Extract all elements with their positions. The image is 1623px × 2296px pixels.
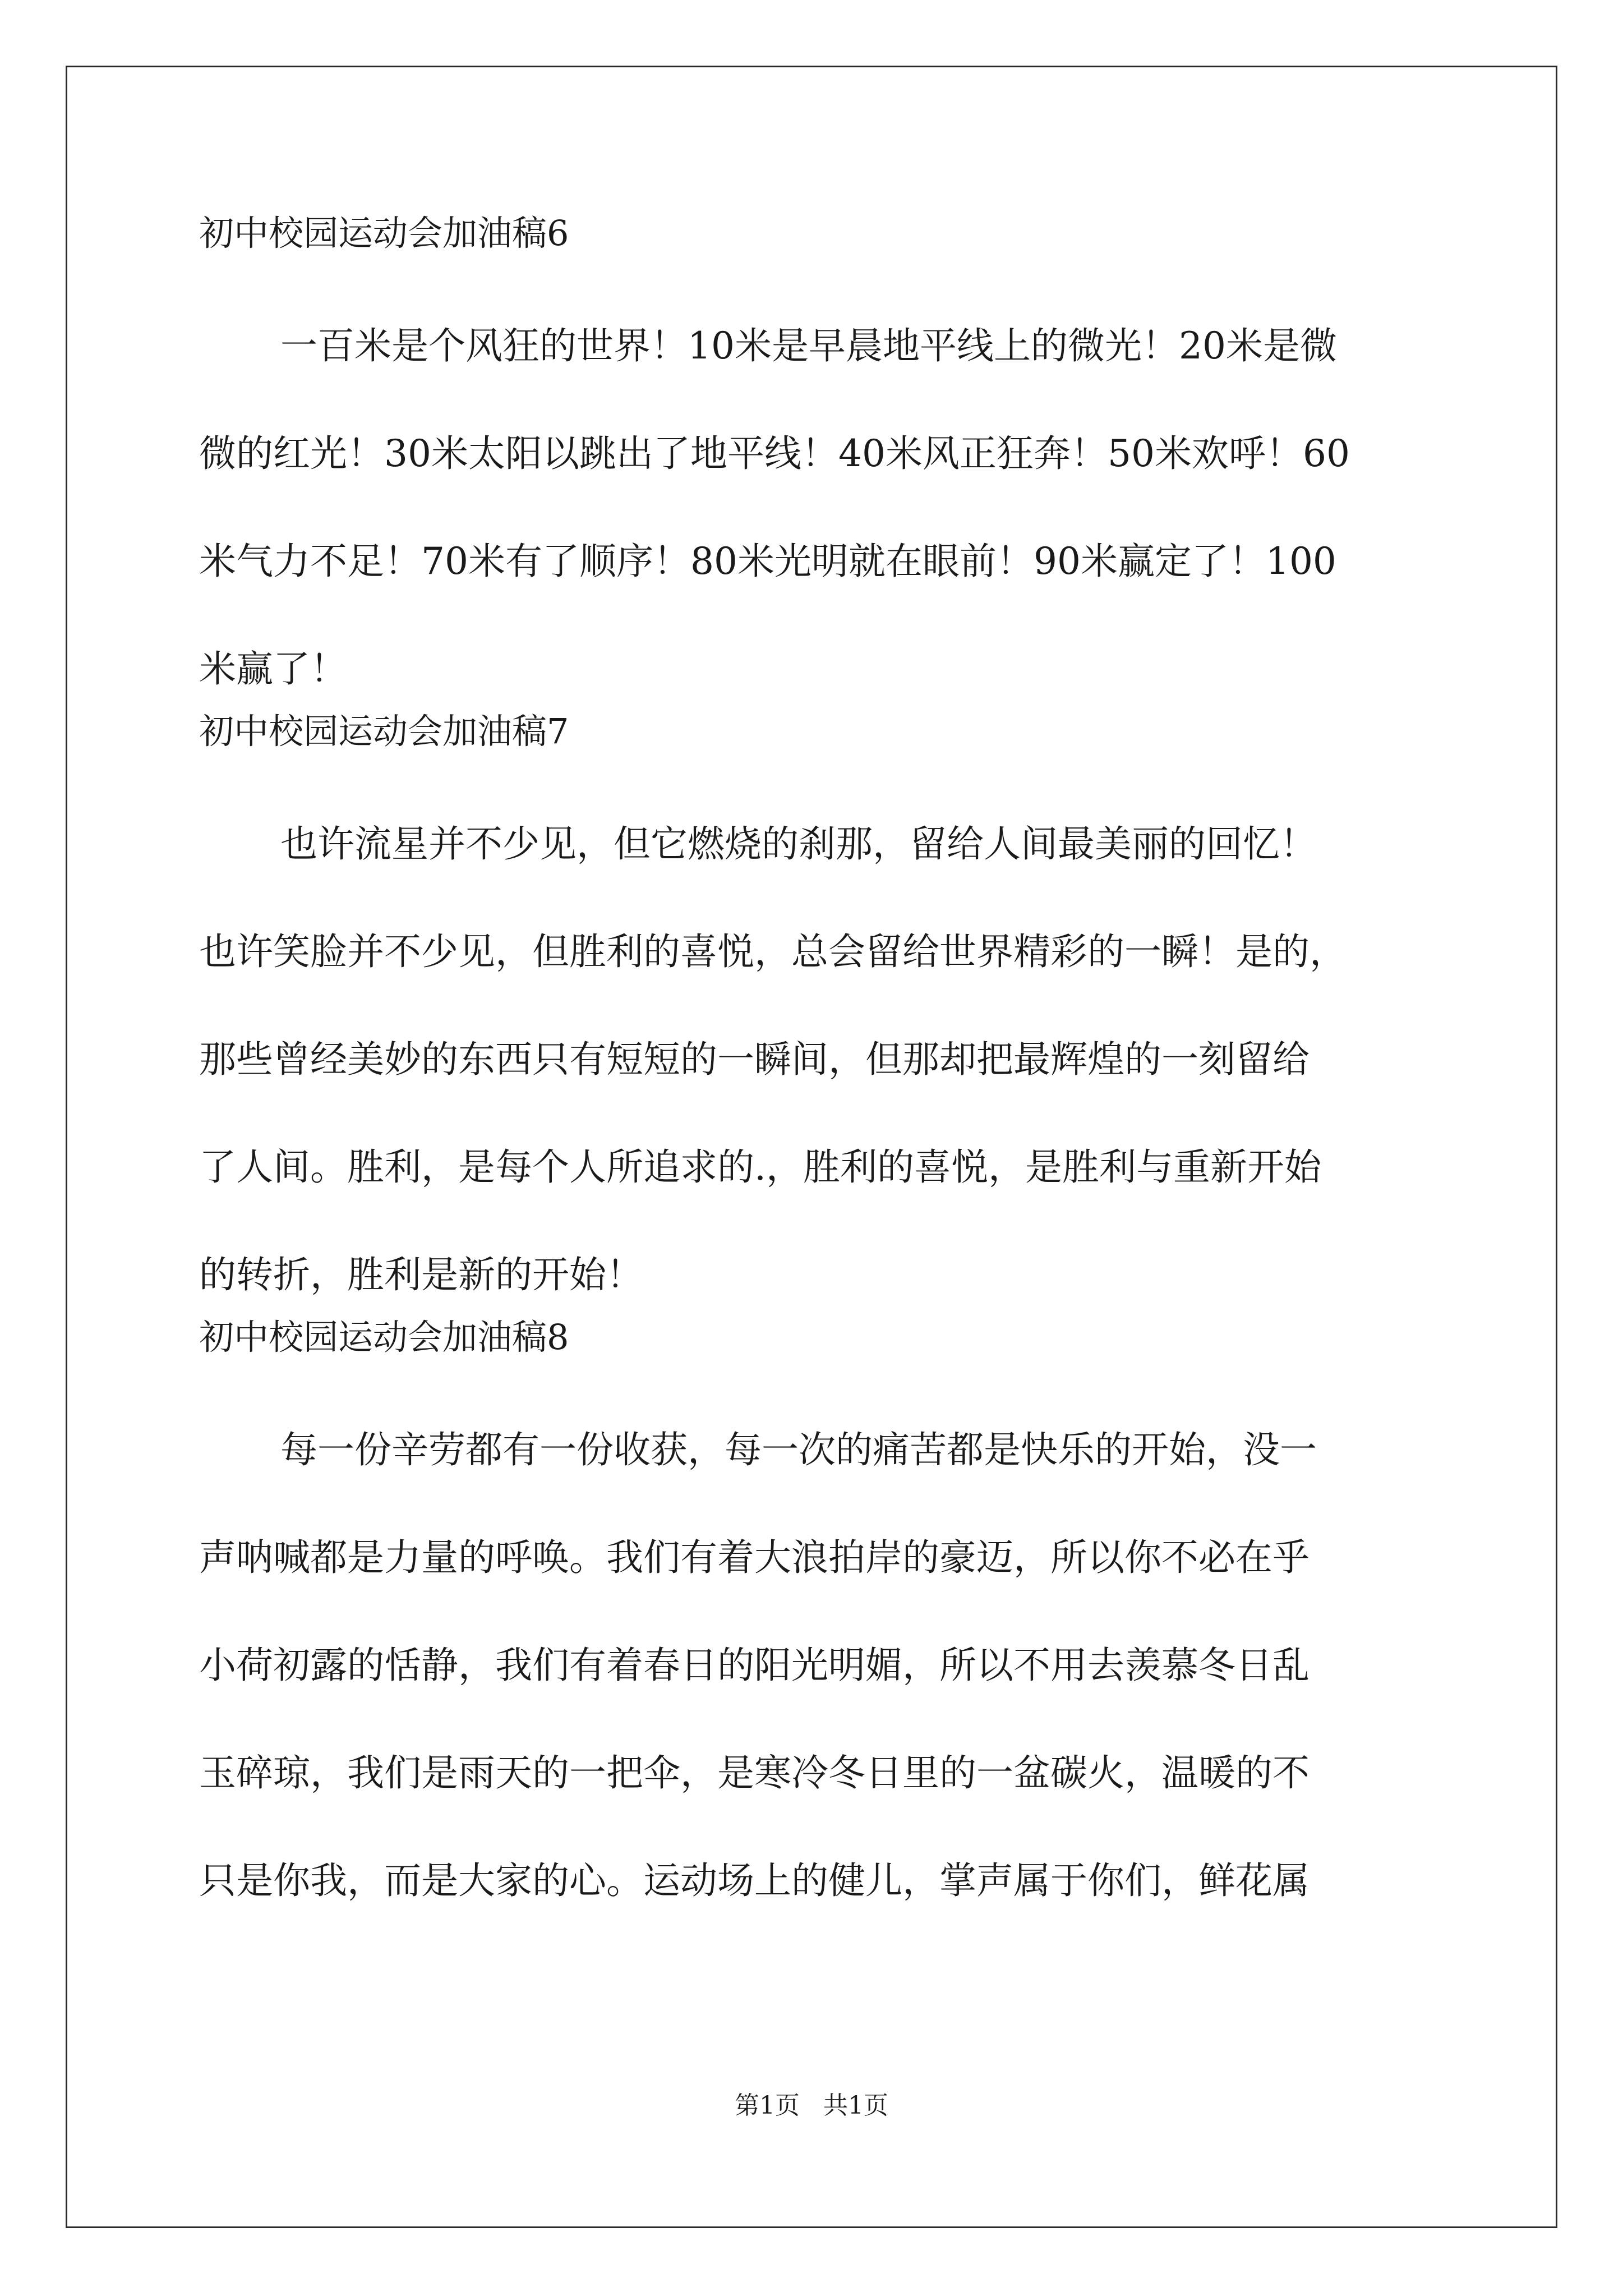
paragraph-line: 米气力不足！70米有了顺序！80米光明就在眼前！90米赢定了！100 [199, 540, 1336, 583]
section-heading-6: 初中校园运动会加油稿6 [199, 213, 569, 254]
paragraph-line: 米赢了！ [199, 647, 347, 691]
section-heading-8: 初中校园运动会加油稿8 [199, 1317, 569, 1358]
paragraph-line: 一百米是个风狂的世界！10米是早晨地平线上的微光！20米是微 [280, 324, 1337, 367]
page-number-footer: 第1页 共1页 [735, 2091, 888, 2120]
paragraph-line: 那些曾经美妙的东西只有短短的一瞬间，但那却把最辉煌的一刻留给 [199, 1038, 1310, 1081]
paragraph-line: 了人间。胜利，是每个人所追求的.，胜利的喜悦，是胜利与重新开始 [199, 1145, 1321, 1189]
paragraph-line: 只是你我，而是大家的心。运动场上的健儿，掌声属于你们，鲜花属 [199, 1859, 1310, 1902]
paragraph-line: 微的红光！30米太阳以跳出了地平线！40米风正狂奔！50米欢呼！60 [199, 432, 1350, 475]
section-paragraph-8 [199, 1396, 1438, 1935]
section-paragraph-6 [199, 292, 1438, 723]
document-body [199, 213, 1438, 1935]
paragraph-line: 也许流星并不少见，但它燃烧的刹那，留给人间最美丽的回忆！ [280, 822, 1317, 866]
section-paragraph-7 [199, 790, 1438, 1329]
paragraph-line: 的转折，胜利是新的开始！ [199, 1253, 643, 1296]
paragraph-line: 也许笑脸并不少见，但胜利的喜悦，总会留给世界精彩的一瞬！是的， [199, 930, 1347, 973]
section-heading-7: 初中校园运动会加油稿7 [199, 711, 569, 752]
paragraph-line: 玉碎琼，我们是雨天的一把伞，是寒冷冬日里的一盆碳火，温暖的不 [199, 1751, 1310, 1795]
paragraph-line: 小荷初露的恬静，我们有着春日的阳光明媚，所以不用去羡慕冬日乱 [199, 1644, 1310, 1687]
paragraph-line: 声呐喊都是力量的呼唤。我们有着大浪拍岸的豪迈，所以你不必在乎 [199, 1536, 1310, 1579]
paragraph-line: 每一份辛劳都有一份收获，每一次的痛苦都是快乐的开始，没一 [280, 1428, 1317, 1471]
